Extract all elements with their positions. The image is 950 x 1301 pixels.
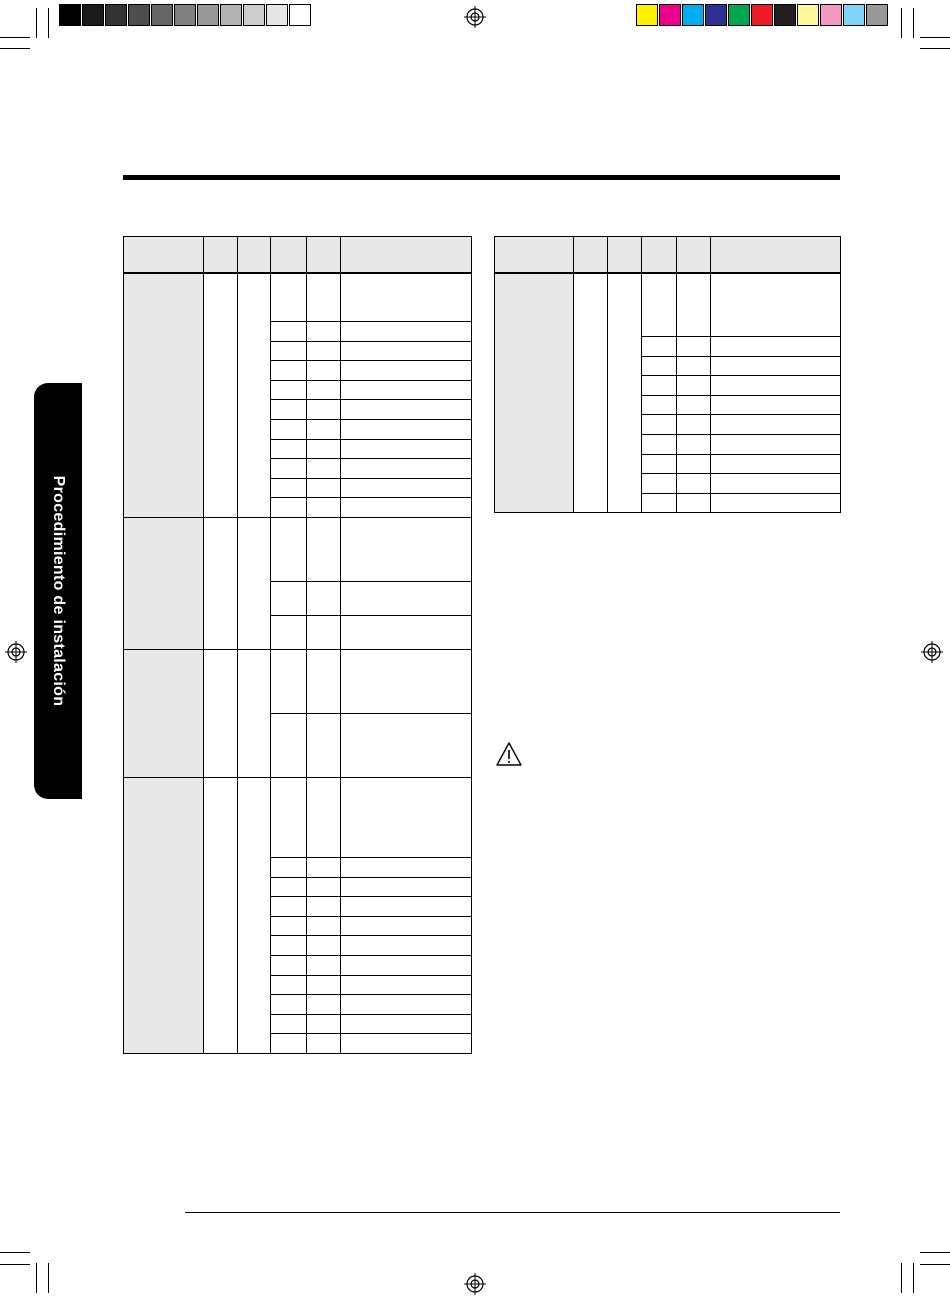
table-cell [238,273,271,518]
table-cell [341,459,472,479]
table-cell [341,995,472,1015]
table-cell [711,415,841,435]
table-cell [307,380,341,400]
table-cell [608,273,642,513]
crop-mark [0,37,30,38]
color-swatch [659,4,681,26]
table-row [124,649,472,713]
table-cell [711,454,841,474]
table-cell [271,478,307,498]
table-cell [307,777,341,857]
table-cell [307,400,341,420]
table-cell [307,459,341,479]
table-cell [341,341,472,361]
color-swatch [174,4,196,26]
color-swatch [105,4,127,26]
table-cell [307,1014,341,1034]
table-cell [642,434,677,454]
color-swatch [797,4,819,26]
table-cell [307,419,341,439]
color-swatch [682,4,704,26]
table-cell [307,877,341,897]
color-swatch [59,4,81,26]
table-cell [271,995,307,1015]
crop-mark [901,8,902,38]
table-cell [271,341,307,361]
table-cell [341,1034,472,1054]
color-swatch [705,4,727,26]
table-cell [271,322,307,342]
table-cell [271,498,307,518]
color-swatch [243,4,265,26]
right-option-table [494,236,841,513]
table-cell [341,975,472,995]
table-cell [271,857,307,877]
table-cell [271,955,307,975]
color-swatch [728,4,750,26]
registration-mark-icon [921,641,943,663]
table-cell [271,459,307,479]
table-cell [271,615,307,649]
table-cell [642,337,677,357]
table-cell [341,857,472,877]
table-cell [271,975,307,995]
table-cell [677,474,711,494]
table-cell [271,361,307,381]
table-cell [307,322,341,342]
table-cell [711,493,841,513]
table-cell [341,478,472,498]
table-cell [341,273,472,322]
crop-mark [0,48,30,49]
table-cell [238,777,271,1053]
table-header-cell [495,237,574,273]
table-cell [271,581,307,615]
table-cell [271,517,307,581]
table-cell [642,273,677,337]
table-header-cell [608,237,642,273]
table-cell [271,877,307,897]
table-cell [271,1014,307,1034]
table-cell [341,777,472,857]
table-header-cell [307,237,341,273]
table-cell [341,581,472,615]
table-cell [204,777,238,1053]
table-cell [307,498,341,518]
crop-mark [920,1252,950,1253]
table-cell [341,955,472,975]
table-category-cell [124,649,204,777]
table-header-cell [204,237,238,273]
color-swatch [266,4,288,26]
table-cell [642,395,677,415]
table-cell [642,356,677,376]
crop-mark [0,1252,30,1253]
table-category-cell [124,517,204,649]
table-cell [677,273,711,337]
table-cell [341,615,472,649]
table-cell [642,474,677,494]
color-swatch [636,4,658,26]
table-cell [341,322,472,342]
table-cell [642,454,677,474]
table-cell [238,649,271,777]
table-cell [677,395,711,415]
table-cell [307,916,341,936]
table-cell [711,356,841,376]
table-cell [677,356,711,376]
table-cell [574,273,608,513]
table-cell [341,936,472,956]
table-category-cell [124,273,204,518]
table-cell [642,415,677,435]
table-cell [271,439,307,459]
process-color-bar [636,4,889,30]
crop-mark [0,1264,30,1265]
table-cell [711,434,841,454]
table-cell [271,936,307,956]
table-cell [204,649,238,777]
table-header-cell [711,237,841,273]
table-cell [307,581,341,615]
table-cell [677,415,711,435]
table-cell [711,395,841,415]
table-cell [677,337,711,357]
color-swatch [820,4,842,26]
side-chapter-tab-label: Procedimiento de instalación [50,475,67,707]
footer-rule [185,1212,840,1213]
table-cell [307,615,341,649]
table-cell [341,877,472,897]
color-swatch [128,4,150,26]
table-row [124,517,472,581]
table-cell [341,400,472,420]
table-cell [642,493,677,513]
crop-mark [48,1263,49,1293]
crop-mark [920,48,950,49]
table-cell [271,713,307,777]
table-cell [341,649,472,713]
table-cell [677,434,711,454]
color-swatch [751,4,773,26]
crop-mark [913,8,914,38]
table-category-cell [124,777,204,1053]
table-cell [307,1034,341,1054]
table-cell [271,400,307,420]
table-cell [307,857,341,877]
table-cell [204,517,238,649]
table-cell [271,916,307,936]
crop-mark [901,1263,902,1293]
table-header-cell [124,237,204,273]
table-row [124,273,472,322]
color-swatch [82,4,104,26]
table-cell [341,517,472,581]
table-header-cell [677,237,711,273]
crop-mark [36,8,37,38]
table-header-cell [642,237,677,273]
table-row [495,273,841,337]
table-cell [711,273,841,337]
table-cell [341,1014,472,1034]
table-cell [271,380,307,400]
table-cell [341,897,472,917]
table-cell [341,498,472,518]
warning-triangle-icon [495,741,523,767]
crop-mark [36,1263,37,1293]
table-row [124,777,472,857]
table-cell [307,995,341,1015]
table-cell [307,341,341,361]
table-cell [271,1034,307,1054]
table-cell [341,439,472,459]
table-cell [677,493,711,513]
left-option-table [123,236,472,1054]
table-cell [711,337,841,357]
table-cell [307,897,341,917]
table-cell [271,273,307,322]
color-swatch [866,4,888,26]
section-rule [123,175,840,180]
table-header-cell [574,237,608,273]
table-cell [307,439,341,459]
table-header-cell [238,237,271,273]
table-header-cell [341,237,472,273]
color-swatch [774,4,796,26]
table-cell [341,419,472,439]
color-swatch [843,4,865,26]
crop-mark [913,1263,914,1293]
registration-mark-icon [464,6,486,28]
color-swatch [151,4,173,26]
table-cell [271,897,307,917]
table-cell [271,419,307,439]
table-cell [341,916,472,936]
table-category-cell [495,273,574,513]
table-cell [307,955,341,975]
color-swatch [220,4,242,26]
crop-mark [920,1264,950,1265]
table-cell [204,273,238,518]
table-cell [307,517,341,581]
table-cell [642,376,677,396]
table-cell [341,380,472,400]
color-swatch [197,4,219,26]
table-cell [307,649,341,713]
table-cell [341,713,472,777]
table-header-cell [271,237,307,273]
table-cell [307,975,341,995]
table-cell [677,376,711,396]
table-cell [307,936,341,956]
table-cell [271,777,307,857]
registration-mark-icon [5,641,27,663]
table-cell [238,517,271,649]
table-cell [307,273,341,322]
table-cell [341,361,472,381]
table-cell [271,649,307,713]
registration-mark-icon [464,1273,486,1295]
table-cell [711,376,841,396]
table-cell [307,713,341,777]
table-cell [307,361,341,381]
grayscale-color-bar [59,4,312,30]
table-cell [677,454,711,474]
crop-mark [920,37,950,38]
crop-mark [48,8,49,38]
table-cell [307,478,341,498]
table-cell [711,474,841,494]
color-swatch [289,4,311,26]
